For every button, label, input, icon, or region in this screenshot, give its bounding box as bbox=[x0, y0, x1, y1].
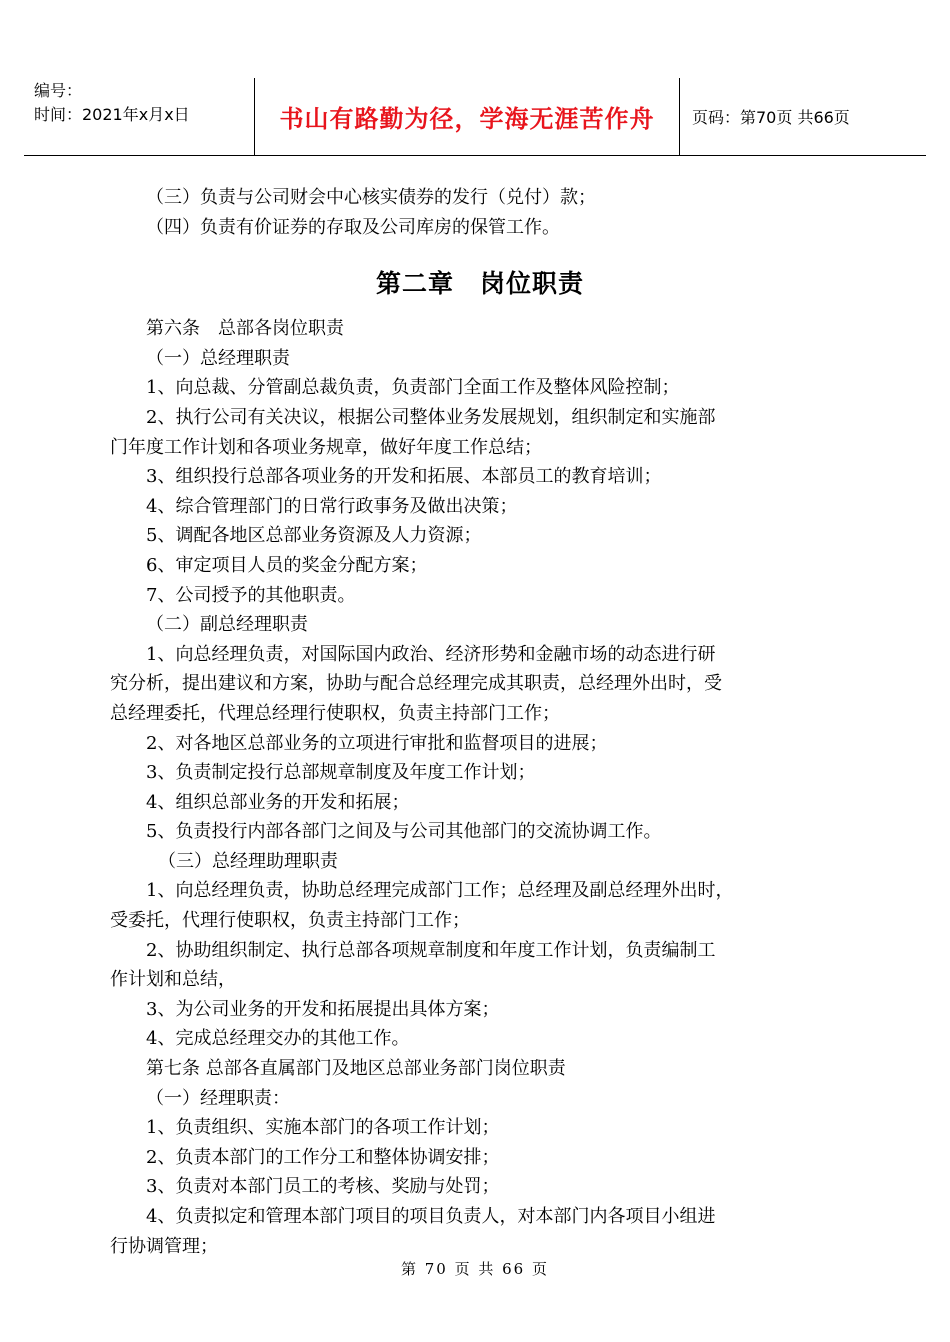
text-line: 3、组织投行总部各项业务的开发和拓展、本部员工的教育培训； bbox=[146, 466, 662, 488]
text-line: 第七条 总部各直属部门及地区总部业务部门岗位职责 bbox=[146, 1058, 566, 1080]
text-line: 第六条 总部各岗位职责 bbox=[146, 318, 344, 340]
page-footer: 第 70 页 共 66 页 bbox=[400, 1260, 549, 1278]
doc-time-label: 时间：2021年x月x日 bbox=[34, 105, 190, 124]
text-line: 6、审定项目人员的奖金分配方案； bbox=[146, 554, 428, 576]
text-line: 2、执行公司有关决议，根据公司整体业务发展规划，组织制定和实施部 bbox=[146, 406, 716, 428]
text-line: （一）总经理职责 bbox=[146, 347, 290, 369]
text-line: 2、协助组织制定、执行总部各项规章制度和年度工作计划，负责编制工 bbox=[146, 939, 716, 961]
intro-line: （四）负责有价证券的存取及公司库房的保管工作。 bbox=[146, 216, 560, 238]
text-line: 3、为公司业务的开发和拓展提出具体方案； bbox=[146, 998, 500, 1020]
document-body bbox=[110, 183, 850, 1261]
text-line: 1、负责组织、实施本部门的各项工作计划； bbox=[146, 1117, 500, 1139]
text-line: 3、负责制定投行总部规章制度及年度工作计划； bbox=[146, 762, 536, 784]
text-line: 4、综合管理部门的日常行政事务及做出决策； bbox=[146, 495, 518, 517]
text-line: 5、调配各地区总部业务资源及人力资源； bbox=[146, 525, 482, 547]
text-line: 4、完成总经理交办的其他工作。 bbox=[146, 1028, 410, 1050]
text-line: 行协调管理； bbox=[110, 1235, 218, 1257]
doc-code-label: 编号： bbox=[34, 81, 83, 100]
chapter-title: 第二章 岗位职责 bbox=[375, 269, 584, 299]
text-line: 7、公司授予的其他职责。 bbox=[146, 584, 356, 606]
text-line: 2、对各地区总部业务的立项进行审批和监督项目的进展； bbox=[146, 732, 608, 754]
text-line: 4、组织总部业务的开发和拓展； bbox=[146, 791, 410, 813]
text-line: 3、负责对本部门员工的考核、奖励与处罚； bbox=[146, 1176, 500, 1198]
header-motto: 书山有路勤为径，学海无涯苦作舟 bbox=[254, 78, 680, 155]
text-line: 2、负责本部门的工作分工和整体协调安排； bbox=[146, 1146, 500, 1168]
text-line: 1、向总裁、分管副总裁负责，负责部门全面工作及整体风险控制； bbox=[146, 377, 680, 399]
text-line: 作计划和总结， bbox=[110, 969, 236, 991]
text-line: 1、向总经理负责，协助总经理完成部门工作；总经理及副总经理外出时， bbox=[146, 880, 734, 902]
text-line: 5、负责投行内部各部门之间及与公司其他部门的交流协调工作。 bbox=[146, 821, 662, 843]
page-header bbox=[24, 78, 926, 156]
header-page-info: 页码：第70页 共66页 bbox=[692, 108, 850, 127]
text-line: （二）副总经理职责 bbox=[146, 614, 308, 636]
text-line: 4、负责拟定和管理本部门项目的项目负责人，对本部门内各项目小组进 bbox=[146, 1206, 716, 1227]
text-line: 总经理委托，代理总经理行使职权，负责主持部门工作； bbox=[110, 702, 560, 724]
text-line: （一）经理职责： bbox=[146, 1087, 290, 1109]
header-meta bbox=[24, 78, 254, 155]
text-line: 门年度工作计划和各项业务规章，做好年度工作总结； bbox=[110, 436, 542, 458]
text-line: 究分析，提出建议和方案，协助与配合总经理完成其职责，总经理外出时，受 bbox=[110, 673, 722, 695]
paragraph-lines bbox=[110, 314, 850, 1261]
text-line: 1、向总经理负责，对国际国内政治、经济形势和金融市场的动态进行研 bbox=[146, 643, 716, 665]
intro-line: （三）负责与公司财会中心核实债券的发行（兑付）款； bbox=[146, 187, 596, 208]
text-line: 受委托，代理行使职权，负责主持部门工作； bbox=[110, 910, 470, 932]
text-line: （三）总经理助理职责 bbox=[158, 850, 338, 872]
